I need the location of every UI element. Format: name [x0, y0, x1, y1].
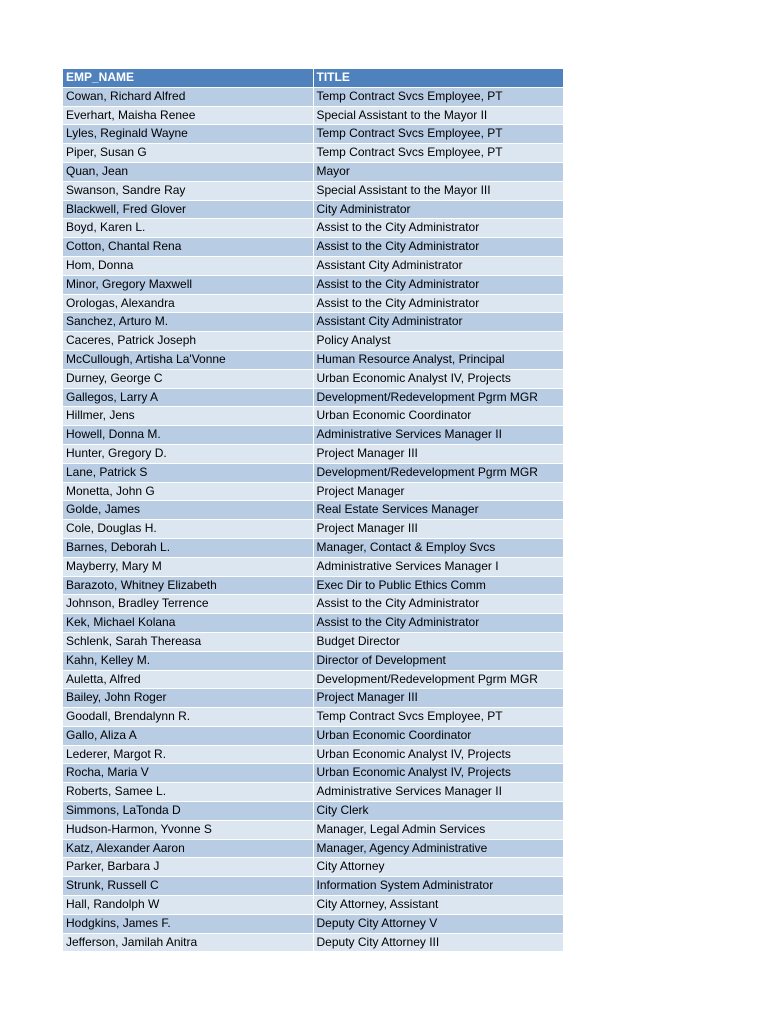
- emp-name-cell: Lederer, Margot R.: [63, 745, 313, 764]
- emp-name-cell: Minor, Gregory Maxwell: [63, 275, 313, 294]
- title-cell: Administrative Services Manager II: [313, 783, 563, 802]
- emp-name-cell: Parker, Barbara J: [63, 858, 313, 877]
- table-row: [63, 557, 563, 576]
- emp-name-cell: Auletta, Alfred: [63, 670, 313, 689]
- table-row: [63, 162, 563, 181]
- emp-name-cell: Strunk, Russell C: [63, 877, 313, 896]
- emp-name-cell: Swanson, Sandre Ray: [63, 181, 313, 200]
- emp-name-cell: Johnson, Bradley Terrence: [63, 595, 313, 614]
- emp-name-cell: Hom, Donna: [63, 256, 313, 275]
- table-row: [63, 482, 563, 501]
- emp-name-cell: Goodall, Brendalynn R.: [63, 708, 313, 727]
- emp-name-cell: Lyles, Reginald Wayne: [63, 125, 313, 144]
- emp-name-cell: Blackwell, Fred Glover: [63, 200, 313, 219]
- emp-name-cell: Lane, Patrick S: [63, 463, 313, 482]
- emp-name-cell: Piper, Susan G: [63, 144, 313, 163]
- title-cell: Project Manager III: [313, 444, 563, 463]
- title-cell: Human Resource Analyst, Principal: [313, 350, 563, 369]
- emp-name-cell: Roberts, Samee L.: [63, 783, 313, 802]
- table-row: [63, 595, 563, 614]
- emp-name-cell: Kek, Michael Kolana: [63, 614, 313, 633]
- title-cell: Mayor: [313, 162, 563, 181]
- title-cell: Assist to the City Administrator: [313, 238, 563, 257]
- emp-name-cell: Kahn, Kelley M.: [63, 651, 313, 670]
- emp-name-cell: Barnes, Deborah L.: [63, 538, 313, 557]
- table-row: [63, 520, 563, 539]
- emp-name-cell: Cowan, Richard Alfred: [63, 87, 313, 106]
- title-cell: Exec Dir to Public Ethics Comm: [313, 576, 563, 595]
- title-cell: Manager, Contact & Employ Svcs: [313, 538, 563, 557]
- emp-name-cell: Hodgkins, James F.: [63, 914, 313, 933]
- title-cell: Policy Analyst: [313, 332, 563, 351]
- title-cell: Assist to the City Administrator: [313, 595, 563, 614]
- title-cell: Urban Economic Analyst IV, Projects: [313, 369, 563, 388]
- table-row: [63, 388, 563, 407]
- emp-name-cell: Hudson-Harmon, Yvonne S: [63, 820, 313, 839]
- title-cell: Assist to the City Administrator: [313, 275, 563, 294]
- title-cell: Project Manager: [313, 482, 563, 501]
- emp-name-cell: Monetta, John G: [63, 482, 313, 501]
- table-row: [63, 708, 563, 727]
- title-cell: Assistant City Administrator: [313, 256, 563, 275]
- table-row: [63, 181, 563, 200]
- title-cell: City Clerk: [313, 802, 563, 821]
- emp-name-cell: Durney, George C: [63, 369, 313, 388]
- table-row: [63, 275, 563, 294]
- table-row: [63, 896, 563, 915]
- title-cell: Temp Contract Svcs Employee, PT: [313, 125, 563, 144]
- column-header-emp-name: EMP_NAME: [63, 69, 313, 87]
- employee-table: [63, 69, 563, 952]
- emp-name-cell: Barazoto, Whitney Elizabeth: [63, 576, 313, 595]
- title-cell: Urban Economic Analyst IV, Projects: [313, 745, 563, 764]
- emp-name-cell: Bailey, John Roger: [63, 689, 313, 708]
- title-cell: Temp Contract Svcs Employee, PT: [313, 144, 563, 163]
- title-cell: Assist to the City Administrator: [313, 294, 563, 313]
- emp-name-cell: Everhart, Maisha Renee: [63, 106, 313, 125]
- table-row: [63, 933, 563, 952]
- title-cell: Director of Development: [313, 651, 563, 670]
- table-body: [63, 87, 563, 952]
- emp-name-cell: Quan, Jean: [63, 162, 313, 181]
- title-cell: Assistant City Administrator: [313, 313, 563, 332]
- table-row: [63, 651, 563, 670]
- emp-name-cell: Jefferson, Jamilah Anitra: [63, 933, 313, 952]
- title-cell: Development/Redevelopment Pgrm MGR: [313, 463, 563, 482]
- table-row: [63, 294, 563, 313]
- emp-name-cell: Simmons, LaTonda D: [63, 802, 313, 821]
- table-row: [63, 200, 563, 219]
- table-row: [63, 764, 563, 783]
- title-cell: Information System Administrator: [313, 877, 563, 896]
- table-row: [63, 444, 563, 463]
- emp-name-cell: Cole, Douglas H.: [63, 520, 313, 539]
- emp-name-cell: Katz, Alexander Aaron: [63, 839, 313, 858]
- emp-name-cell: Mayberry, Mary M: [63, 557, 313, 576]
- title-cell: Project Manager III: [313, 520, 563, 539]
- table-row: [63, 350, 563, 369]
- emp-name-cell: Gallo, Aliza A: [63, 726, 313, 745]
- table-row: [63, 369, 563, 388]
- emp-name-cell: Golde, James: [63, 501, 313, 520]
- title-cell: Urban Economic Coordinator: [313, 726, 563, 745]
- emp-name-cell: Caceres, Patrick Joseph: [63, 332, 313, 351]
- title-cell: Manager, Agency Administrative: [313, 839, 563, 858]
- table-row: [63, 501, 563, 520]
- title-cell: City Administrator: [313, 200, 563, 219]
- table-row: [63, 256, 563, 275]
- table-row: [63, 538, 563, 557]
- table-row: [63, 726, 563, 745]
- title-cell: Special Assistant to the Mayor II: [313, 106, 563, 125]
- title-cell: Development/Redevelopment Pgrm MGR: [313, 670, 563, 689]
- table-row: [63, 689, 563, 708]
- emp-name-cell: Howell, Donna M.: [63, 426, 313, 445]
- title-cell: Development/Redevelopment Pgrm MGR: [313, 388, 563, 407]
- table-row: [63, 313, 563, 332]
- title-cell: Budget Director: [313, 632, 563, 651]
- title-cell: Assist to the City Administrator: [313, 219, 563, 238]
- table-row: [63, 839, 563, 858]
- title-cell: Temp Contract Svcs Employee, PT: [313, 87, 563, 106]
- title-cell: Real Estate Services Manager: [313, 501, 563, 520]
- emp-name-cell: Hillmer, Jens: [63, 407, 313, 426]
- title-cell: Administrative Services Manager I: [313, 557, 563, 576]
- table-row: [63, 745, 563, 764]
- table-row: [63, 858, 563, 877]
- table-row: [63, 463, 563, 482]
- table-row: [63, 87, 563, 106]
- table-row: [63, 219, 563, 238]
- emp-name-cell: Boyd, Karen L.: [63, 219, 313, 238]
- emp-name-cell: Hall, Randolph W: [63, 896, 313, 915]
- table-row: [63, 576, 563, 595]
- title-cell: Special Assistant to the Mayor III: [313, 181, 563, 200]
- title-cell: City Attorney, Assistant: [313, 896, 563, 915]
- table-row: [63, 614, 563, 633]
- emp-name-cell: Rocha, Maria V: [63, 764, 313, 783]
- table-row: [63, 877, 563, 896]
- column-header-title: TITLE: [313, 69, 563, 87]
- title-cell: Project Manager III: [313, 689, 563, 708]
- table-row: [63, 820, 563, 839]
- emp-name-cell: McCullough, Artisha La'Vonne: [63, 350, 313, 369]
- title-cell: Deputy City Attorney III: [313, 933, 563, 952]
- table-row: [63, 238, 563, 257]
- table-row: [63, 783, 563, 802]
- table-row: [63, 407, 563, 426]
- title-cell: Temp Contract Svcs Employee, PT: [313, 708, 563, 727]
- table-row: [63, 914, 563, 933]
- table-row: [63, 332, 563, 351]
- table-row: [63, 670, 563, 689]
- table-row: [63, 144, 563, 163]
- emp-name-cell: Gallegos, Larry A: [63, 388, 313, 407]
- emp-name-cell: Orologas, Alexandra: [63, 294, 313, 313]
- title-cell: Deputy City Attorney V: [313, 914, 563, 933]
- title-cell: Urban Economic Analyst IV, Projects: [313, 764, 563, 783]
- title-cell: Assist to the City Administrator: [313, 614, 563, 633]
- title-cell: Urban Economic Coordinator: [313, 407, 563, 426]
- table-row: [63, 125, 563, 144]
- title-cell: Administrative Services Manager II: [313, 426, 563, 445]
- title-cell: Manager, Legal Admin Services: [313, 820, 563, 839]
- table-row: [63, 426, 563, 445]
- emp-name-cell: Schlenk, Sarah Thereasa: [63, 632, 313, 651]
- emp-name-cell: Cotton, Chantal Rena: [63, 238, 313, 257]
- table-header-row: [63, 69, 563, 87]
- emp-name-cell: Hunter, Gregory D.: [63, 444, 313, 463]
- title-cell: City Attorney: [313, 858, 563, 877]
- table-row: [63, 802, 563, 821]
- emp-name-cell: Sanchez, Arturo M.: [63, 313, 313, 332]
- table-row: [63, 632, 563, 651]
- table-row: [63, 106, 563, 125]
